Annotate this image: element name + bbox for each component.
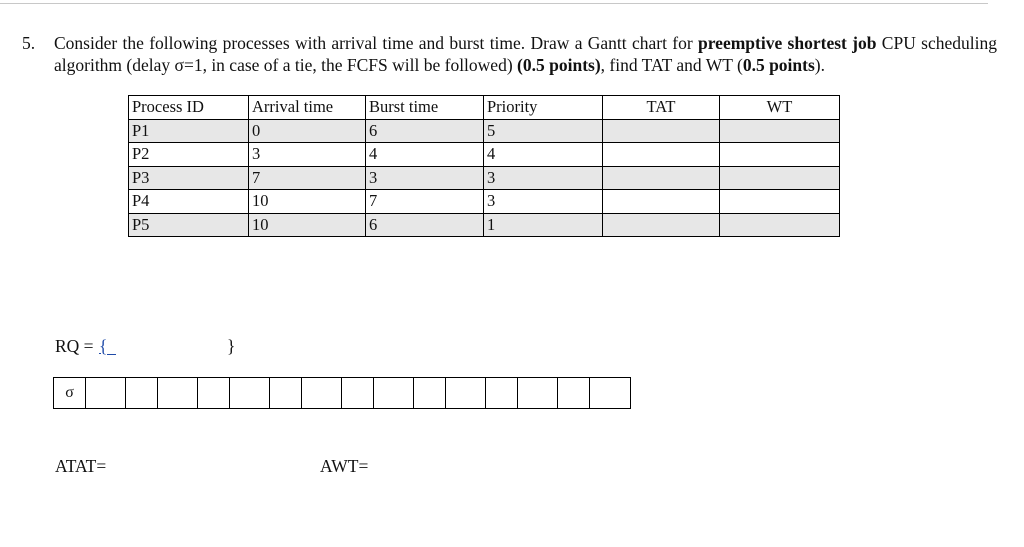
cell-wt[interactable] (720, 119, 840, 143)
header-priority: Priority (484, 96, 603, 120)
process-table (128, 95, 840, 237)
cell-priority: 5 (484, 119, 603, 143)
table-row (129, 143, 840, 167)
cell-process-id: P2 (129, 143, 249, 167)
cell-tat[interactable] (603, 166, 720, 190)
gantt-cell[interactable] (518, 378, 558, 408)
gantt-cell[interactable] (342, 378, 374, 408)
cell-arrival-time: 10 (249, 213, 366, 237)
header-burst-time: Burst time (366, 96, 484, 120)
gantt-cell[interactable] (198, 378, 230, 408)
cell-tat[interactable] (603, 119, 720, 143)
question-bold-points: (0.5 points) (517, 55, 601, 75)
question-bold-algorithm: preemptive shortest job (698, 33, 877, 53)
gantt-cell[interactable] (486, 378, 518, 408)
table-header-row (129, 96, 840, 120)
cell-wt[interactable] (720, 166, 840, 190)
question-text-part: CPU scheduling algorithm (delay σ=1, in case of a tie, the FCFS will be followed) (54, 33, 997, 75)
cell-burst-time: 3 (366, 166, 484, 190)
gantt-cell[interactable] (374, 378, 414, 408)
cell-process-id: P3 (129, 166, 249, 190)
gantt-cell[interactable] (126, 378, 158, 408)
cell-wt[interactable] (720, 190, 840, 214)
gantt-cell[interactable] (446, 378, 486, 408)
table-row (129, 190, 840, 214)
cell-tat[interactable] (603, 190, 720, 214)
question-number: 5. (22, 33, 36, 53)
header-wt: WT (720, 96, 840, 120)
cell-wt[interactable] (720, 143, 840, 167)
cell-wt[interactable] (720, 213, 840, 237)
table-row (129, 213, 840, 237)
cell-priority: 4 (484, 143, 603, 167)
cell-burst-time: 6 (366, 213, 484, 237)
cell-tat[interactable] (603, 143, 720, 167)
atat-label: ATAT= (55, 456, 107, 476)
question-bold-points: 0.5 points (742, 55, 815, 75)
gantt-cell[interactable] (230, 378, 270, 408)
header-process-id: Process ID (129, 96, 249, 120)
gantt-cell[interactable] (158, 378, 198, 408)
cell-process-id: P5 (129, 213, 249, 237)
cell-burst-time: 7 (366, 190, 484, 214)
gantt-cell[interactable] (590, 378, 630, 408)
gantt-cell[interactable] (302, 378, 342, 408)
question-text-part: ). (814, 55, 825, 75)
gantt-cell[interactable] (414, 378, 446, 408)
gantt-cell[interactable] (86, 378, 126, 408)
ready-queue-open-brace: { (99, 336, 108, 356)
cell-arrival-time: 10 (249, 190, 366, 214)
gantt-cell[interactable] (270, 378, 302, 408)
top-rule (0, 3, 988, 4)
question-text-part: , find TAT and WT ( (600, 55, 743, 75)
cell-tat[interactable] (603, 213, 720, 237)
question-text-part: Consider the following processes with arrival time and burst time. Draw a Gantt chart for (54, 33, 698, 53)
cell-burst-time: 6 (366, 119, 484, 143)
header-tat: TAT (603, 96, 720, 120)
ready-queue-blank[interactable] (107, 354, 116, 355)
gantt-cell[interactable] (558, 378, 590, 408)
cell-process-id: P4 (129, 190, 249, 214)
gantt-cell-sigma: σ (54, 378, 86, 408)
cell-arrival-time: 3 (249, 143, 366, 167)
gantt-chart (53, 377, 631, 409)
cell-burst-time: 4 (366, 143, 484, 167)
header-arrival-time: Arrival time (249, 96, 366, 120)
cell-arrival-time: 7 (249, 166, 366, 190)
cell-priority: 1 (484, 213, 603, 237)
table-row (129, 119, 840, 143)
cell-process-id: P1 (129, 119, 249, 143)
cell-arrival-time: 0 (249, 119, 366, 143)
cell-priority: 3 (484, 166, 603, 190)
table-row (129, 166, 840, 190)
ready-queue-close-brace: } (227, 336, 236, 356)
cell-priority: 3 (484, 190, 603, 214)
ready-queue-label: RQ = (55, 336, 94, 356)
awt-label: AWT= (320, 456, 369, 476)
question-text (54, 32, 997, 76)
